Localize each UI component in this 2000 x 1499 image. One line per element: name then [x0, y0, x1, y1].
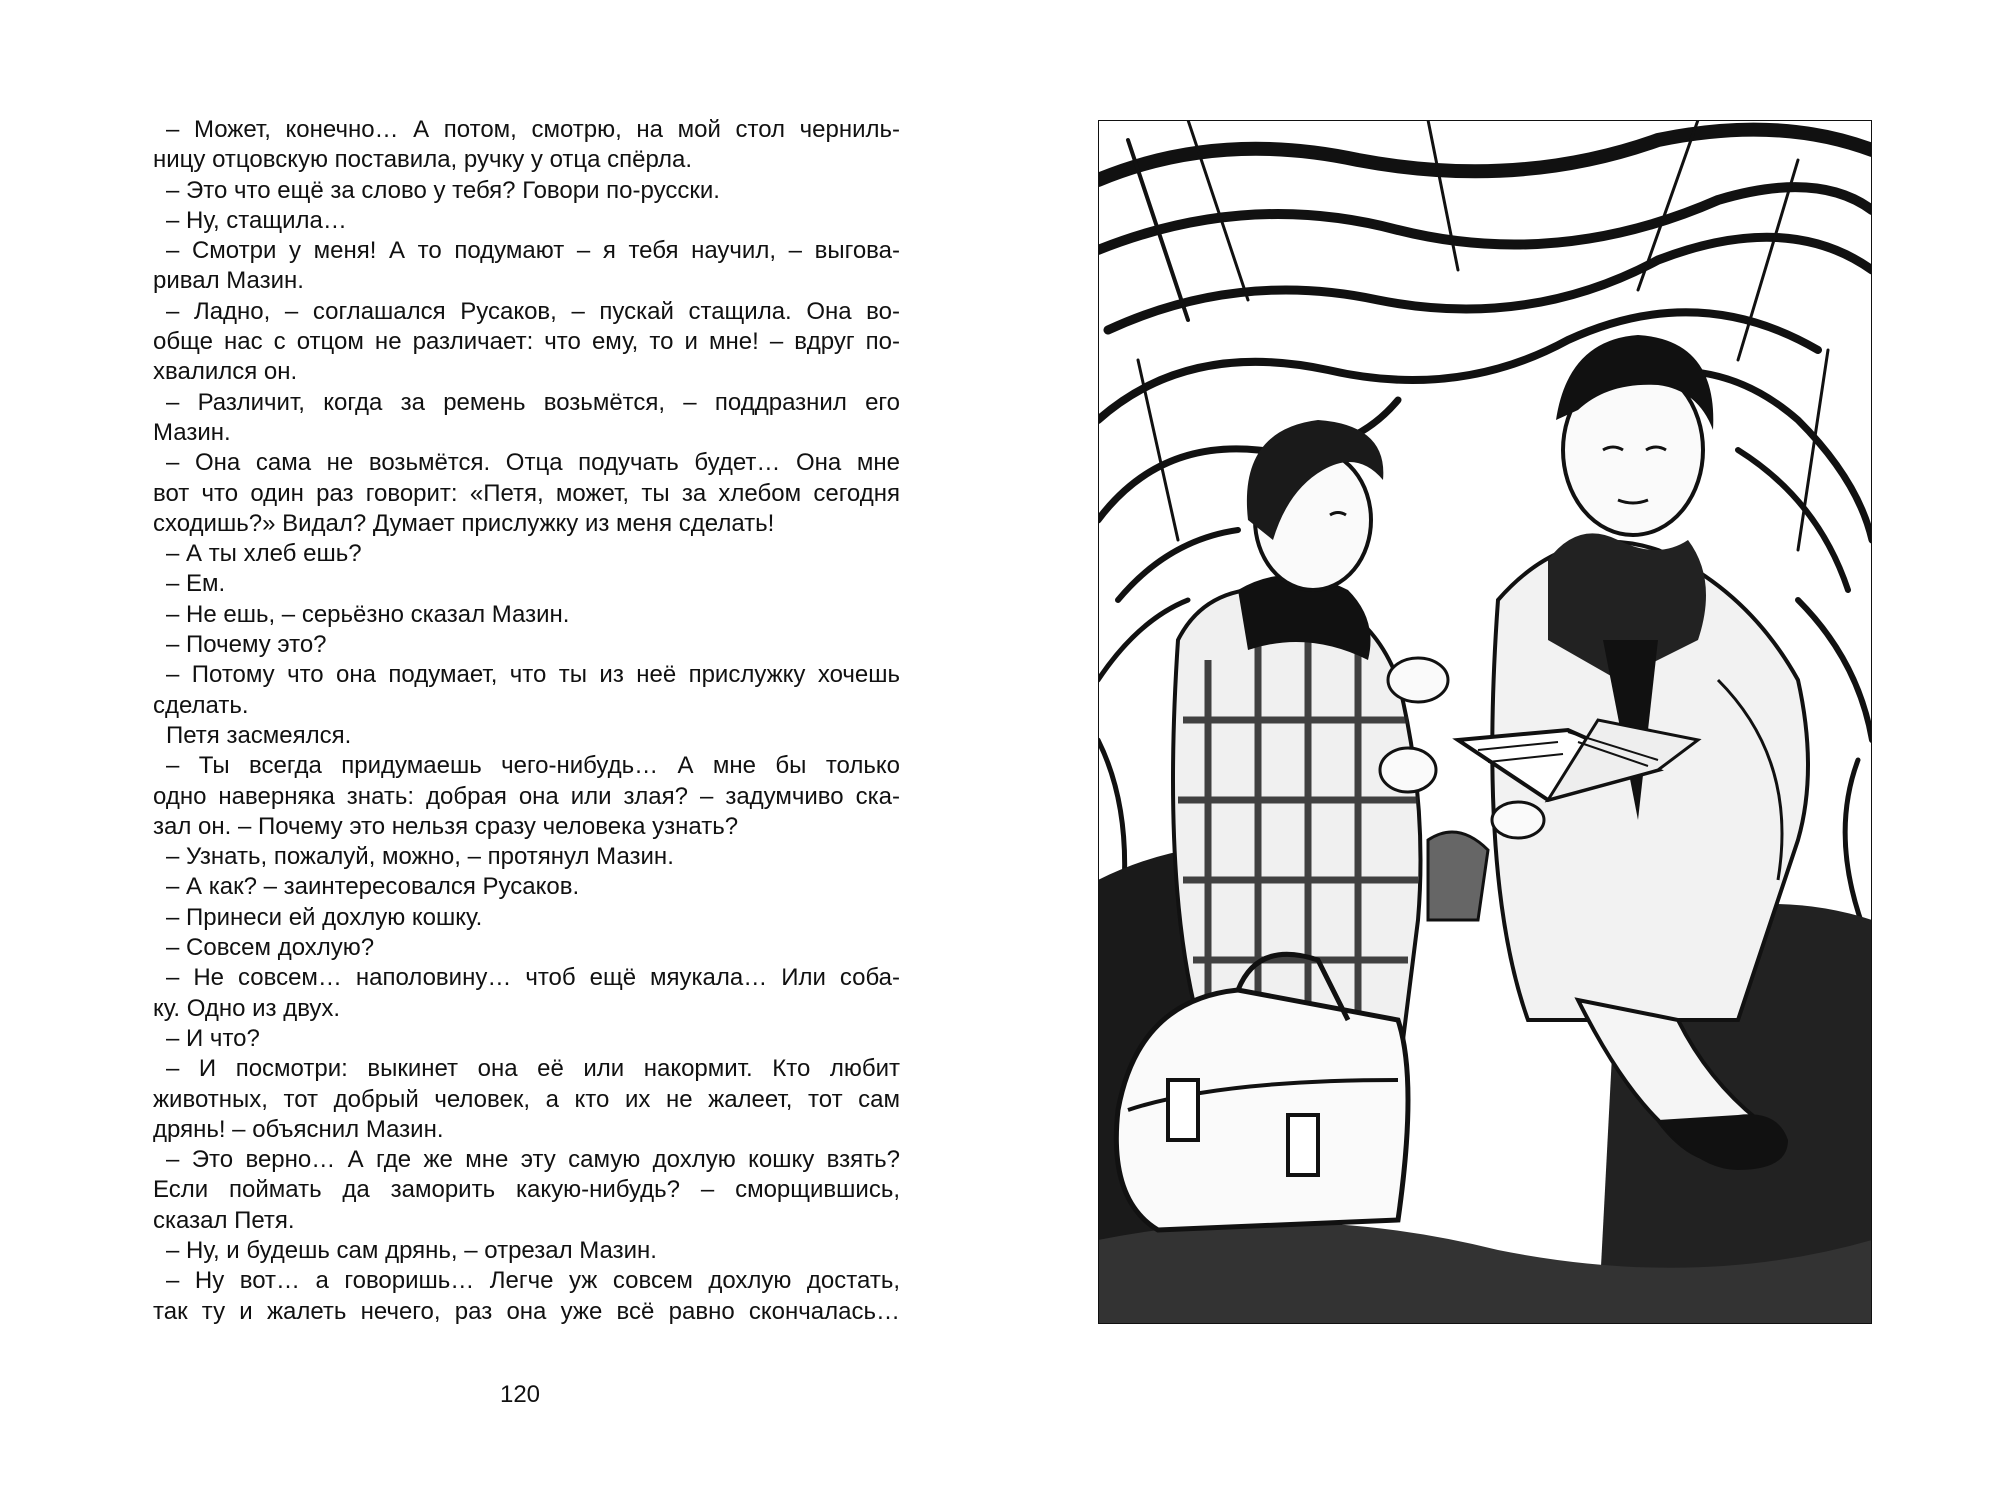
text-line: – Почему это?	[166, 631, 327, 659]
text-line: – Не ешь, – серьёзно сказал Мазин.	[166, 600, 570, 628]
illustration	[1098, 120, 1872, 1324]
text-line: Если поймать да заморить какую-нибудь? – сморщившись,	[153, 1176, 900, 1204]
text-line: Мазин.	[153, 418, 231, 446]
text-line: – Это что ещё за слово у тебя? Говори по-русски.	[166, 176, 720, 204]
text-line: – Узнать, пожалуй, можно, – протянул Мазин.	[166, 843, 674, 871]
text-line: Петя засмеялся.	[166, 721, 352, 749]
text-line: – Это верно… А где же мне эту самую дохлую кошку взять?	[166, 1146, 900, 1174]
text-line: – А ты хлеб ешь?	[166, 540, 362, 568]
text-line: – Принеси ей дохлую кошку.	[166, 903, 483, 931]
page-number: 120	[499, 1381, 541, 1408]
text-line: – Различит, когда за ремень возьмётся, – поддразнил его	[166, 388, 900, 416]
text-line: – Ну, и будешь сам дрянь, – отрезал Мазин.	[166, 1236, 657, 1264]
text-line: одно наверняка знать: добрая она или злая? – задумчиво ска-	[153, 782, 900, 810]
text-line: сделать.	[153, 691, 249, 719]
text-line: животных, тот добрый человек, а кто их не жалеет, тот сам	[153, 1085, 900, 1113]
text-line: сходишь?» Видал? Думает прислужку из меня сделать!	[153, 509, 775, 537]
text-line: – Ну вот… а говоришь… Легче уж совсем дохлую достать,	[166, 1267, 900, 1295]
text-line: сказал Петя.	[153, 1206, 295, 1234]
text-line: – И что?	[166, 1024, 260, 1052]
text-line: дрянь! – объяснил Мазин.	[153, 1115, 444, 1143]
text-line: так ту и жалеть нечего, раз она уже всё равно скончалась…	[153, 1297, 900, 1325]
text-line: обще нас с отцом не различает: что ему, то и мне! – вдруг по-	[153, 328, 900, 356]
text-line: – Смотри у меня! А то подумают – я тебя научил, – выгова-	[166, 237, 900, 265]
text-column	[153, 115, 900, 1327]
text-line: – Она сама не возьмётся. Отца подучать будет… Она мне	[166, 449, 900, 477]
text-line: – А как? – заинтересовался Русаков.	[166, 873, 580, 901]
text-line: – Совсем дохлую?	[166, 934, 375, 962]
text-line: хвалился он.	[153, 358, 298, 386]
text-line: вот что один раз говорит: «Петя, может, ты за хлебом сегодня	[153, 479, 900, 507]
text-line: – Не совсем… наполовину… чтоб ещё мяукала… Или соба-	[166, 964, 900, 992]
text-line: – Ем.	[166, 570, 226, 598]
text-line: ницу отцовскую поставила, ручку у отца спёрла.	[153, 146, 693, 174]
text-line: – Ты всегда придумаешь чего-нибудь… А мне бы только	[166, 752, 900, 780]
text-line: – Потому что она подумает, что ты из неё прислужку хочешь	[166, 661, 900, 689]
text-line: – Может, конечно… А потом, смотрю, на мой стол черниль-	[166, 116, 900, 143]
text-line: – Ладно, – соглашался Русаков, – пускай стащила. Она во-	[166, 297, 900, 325]
text-line: зал он. – Почему это нельзя сразу человека узнать?	[153, 812, 739, 840]
text-line: ку. Одно из двух.	[153, 994, 341, 1022]
text-line: – Ну, стащила…	[166, 206, 347, 234]
text-line: ривал Мазин.	[153, 267, 304, 295]
text-line: – И посмотри: выкинет она её или накормит. Кто любит	[166, 1055, 900, 1083]
